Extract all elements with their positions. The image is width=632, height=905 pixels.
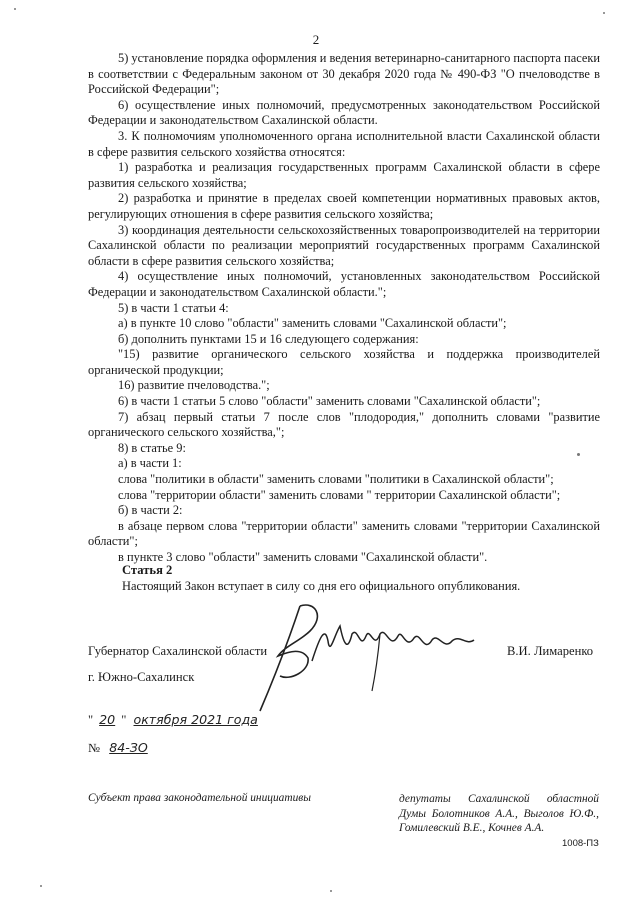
signer-position: Губернатор Сахалинской области [88, 644, 268, 658]
date-day: 20 [99, 712, 116, 727]
signing-date [88, 712, 262, 728]
paragraph: а) в пункте 10 слово "области" заменить словами "Сахалинской области"; [118, 316, 507, 331]
handwritten-signature-icon [230, 596, 490, 716]
scan-speck [577, 453, 580, 456]
paragraph: в пункте 3 слово "области" заменить словами "Сахалинской области". [118, 550, 488, 564]
scan-speck [14, 8, 16, 10]
page-number: 2 [312, 32, 320, 47]
paragraph: слова "политики в области" заменить словами "политики в Сахалинской области"; [118, 472, 554, 487]
law-number [88, 740, 154, 756]
number-sign: № [88, 741, 101, 755]
initiative-names: депутаты Сахалинской областной Думы Болотников А.А., Выголов Ю.Ф., Гомилевский В.Е., Кочнев А.А. [399, 793, 599, 834]
paragraph: 6) в части 1 статьи 5 слово "области" заменить словами "Сахалинской области"; [118, 394, 541, 409]
paragraph: 8) в статье 9: [118, 440, 186, 455]
scan-speck [40, 885, 42, 887]
signer-name: В.И. Лимаренко [507, 644, 594, 658]
paragraph: б) дополнить пунктами 15 и 16 следующего содержания: [118, 331, 419, 346]
scan-speck [603, 12, 605, 14]
paragraph: 3. К полномочиям уполномоченного органа исполнительной власти Сахалинской области в сфере развития сельского хозяйства относятся: [88, 128, 600, 159]
date-quote-close: " [121, 713, 127, 727]
article-text: Настоящий Закон вступает в силу со дня его официального опубликования. [122, 579, 521, 593]
document-code: 1008-ПЗ [562, 838, 599, 849]
paragraph: 4) осуществление иных полномочий, установленных законодательством Российской Федерации и законодательством Сахалинской области."; [88, 269, 600, 299]
paragraph: б) в части 2: [118, 503, 183, 518]
paragraph: в абзаце первом слова "территории области" заменить словами "территории Сахалинской области"; [88, 518, 600, 549]
paragraph: "15) развитие органического сельского хозяйства и поддержка производителей органической продукции; [88, 347, 600, 377]
number-value: 84-ЗО [109, 740, 148, 755]
article-title: Статья 2 [122, 563, 173, 577]
paragraph: 5) в части 1 статьи 4: [118, 300, 229, 315]
paragraph: 16) развитие пчеловодства."; [118, 378, 270, 393]
paragraph: 3) координация деятельности сельскохозяйственных товаропроизводителей на территории Сахалинской области по реализации мероприятий государственных программ Сахалинской области в сфере развития сельского хозяйства; [88, 222, 600, 268]
date-quote-open: " [88, 713, 94, 727]
paragraph: 2) разработка и принятие в пределах своей компетенции нормативных правовых актов, регулирующих отношения в сфере развития сельского хозяйства; [88, 191, 600, 221]
paragraph: 6) осуществление иных полномочий, предусмотренных законодательством Российской Федерации и законодательством Сахалинской области. [88, 97, 600, 128]
scan-speck [330, 890, 332, 892]
paragraph: а) в части 1: [118, 456, 182, 471]
initiative-label: Субъект права законодательной инициативы [88, 792, 311, 804]
document-body [88, 51, 600, 566]
paragraph: слова "территории области" заменить словами " территории Сахалинской области"; [118, 487, 561, 502]
city: г. Южно-Сахалинск [88, 670, 195, 684]
paragraph: 7) абзац первый статьи 7 после слов "плодородия," дополнить словами "развитие органического сельского хозяйства,"; [88, 409, 600, 440]
paragraph: 1) разработка и реализация государственных программ Сахалинской области в сфере развития сельского хозяйства; [88, 160, 600, 190]
date-month-year: октября 2021 года [133, 712, 258, 727]
paragraph: 5) установление порядка оформления и ведения ветеринарно-санитарного паспорта пасеки в соответствии с Федеральным законом от 30 декабря 2020 года № 490-ФЗ "О пчеловодстве в Российской Федерации"; [88, 51, 600, 97]
